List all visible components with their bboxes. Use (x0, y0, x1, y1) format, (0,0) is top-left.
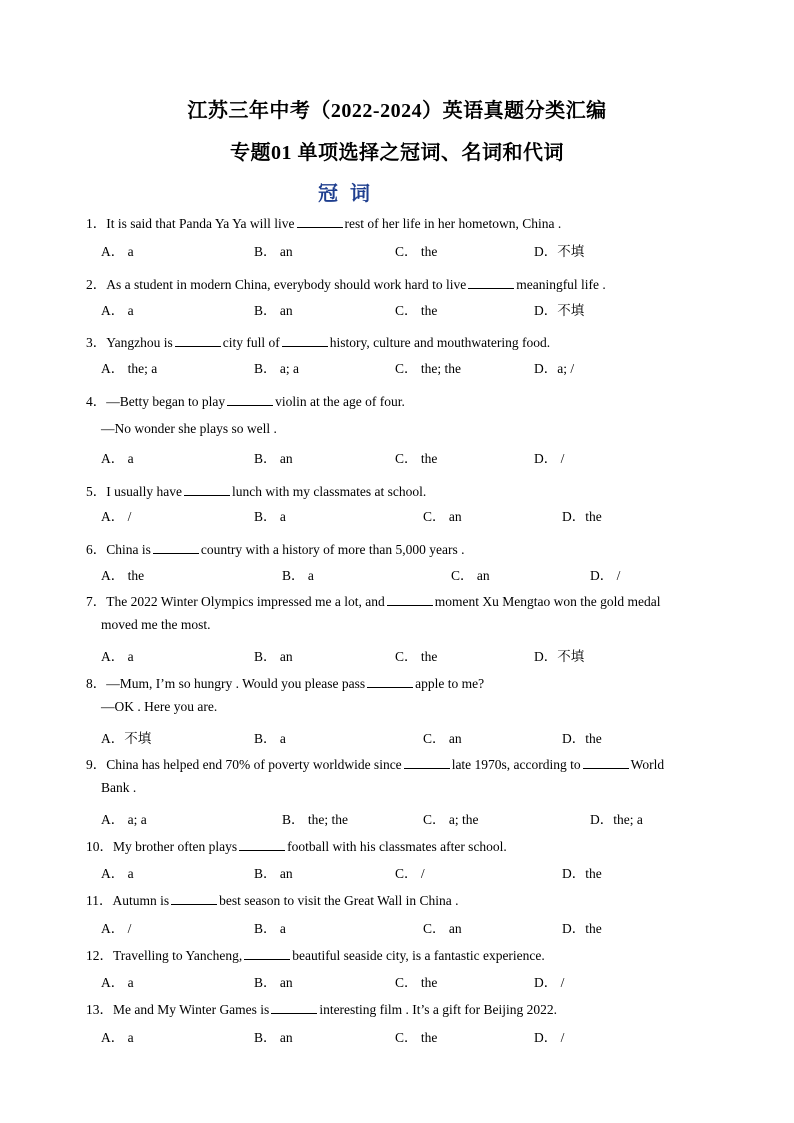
question-text: It is said that Panda Ya Ya will live (106, 216, 295, 231)
question-text: meaningful life . (516, 277, 606, 292)
option-d: D． / (534, 1030, 565, 1045)
question-text: violin at the age of four. (275, 394, 405, 409)
question-text: China is (106, 542, 151, 557)
option-b: B． an (254, 451, 293, 466)
question-number: 9． (86, 757, 107, 772)
option-c: C． a; the (423, 812, 479, 827)
option-a: A． the; a (101, 361, 158, 376)
option-b: B． a (254, 921, 286, 936)
document-title: 江苏三年中考（2022-2024）英语真题分类汇编 (187, 100, 607, 122)
section-heading: 冠词 (318, 183, 382, 205)
option-c: C． an (423, 731, 462, 746)
option-d: D． / (534, 451, 565, 466)
option-a: A． / (101, 921, 132, 936)
question-text: rest of her life in her hometown, China . (344, 216, 562, 231)
answer-blank (387, 593, 433, 606)
option-d: D．a; / (534, 361, 575, 376)
question-3 (86, 331, 550, 351)
question-text: country with a history of more than 5,000 years . (200, 542, 465, 557)
option-d: D．the (562, 866, 602, 881)
question-continuation: —No wonder she plays so well . (101, 421, 277, 436)
question-text: Autumn is (112, 893, 170, 908)
answer-blank (468, 276, 514, 289)
answer-blank (282, 334, 328, 347)
option-b: B． an (254, 303, 293, 318)
question-text: —Mum, I’m so hungry . Would you please pass (106, 676, 366, 691)
question-text: apple to me? (415, 676, 485, 691)
option-b: B． an (254, 1030, 293, 1045)
option-b: B． a (254, 731, 286, 746)
option-b: B． an (254, 866, 293, 881)
question-continuation: —OK . Here you are. (101, 699, 218, 714)
option-c: C． an (423, 921, 462, 936)
answer-blank (244, 947, 290, 960)
option-a: A． the (101, 568, 145, 583)
question-text: Travelling to Yancheng, (113, 948, 243, 963)
option-b: B． a; a (254, 361, 299, 376)
option-a: A． a (101, 975, 134, 990)
question-text: city full of (222, 335, 280, 350)
question-text: —Betty began to play (106, 394, 226, 409)
question-number: 8． (86, 676, 107, 691)
answer-blank (239, 838, 285, 851)
question-text: The 2022 Winter Olympics impressed me a lot, and (106, 594, 385, 609)
question-text: beautiful seaside city, is a fantastic experience. (292, 948, 545, 963)
question-text: I usually have (106, 484, 182, 499)
question-text: football with his classmates after school. (287, 839, 507, 854)
question-number: 6． (86, 542, 107, 557)
question-text: best season to visit the Great Wall in China . (219, 893, 459, 908)
option-a: A． a; a (101, 812, 147, 827)
option-b: B． an (254, 975, 293, 990)
question-text: Me and My Winter Games is (113, 1002, 270, 1017)
question-text: My brother often plays (113, 839, 238, 854)
option-c: C． the (395, 975, 438, 990)
question-number: 12． (86, 948, 113, 963)
answer-blank (171, 892, 217, 905)
option-a: A． a (101, 866, 134, 881)
option-d: D．the; a (590, 812, 643, 827)
answer-blank (175, 334, 221, 347)
option-a: A． a (101, 451, 134, 466)
option-c: C． an (423, 509, 462, 524)
option-c: C． the (395, 1030, 438, 1045)
option-d: D． / (534, 975, 565, 990)
option-b: B． a (254, 509, 286, 524)
answer-blank (227, 393, 273, 406)
question-12 (86, 944, 545, 964)
answer-blank (297, 215, 343, 228)
option-b: B． an (254, 244, 293, 259)
question-text: interesting film . It’s a gift for Beijing 2022. (319, 1002, 558, 1017)
option-b: B． an (254, 649, 293, 664)
answer-blank (404, 756, 450, 769)
answer-blank (583, 756, 629, 769)
option-d: D．the (562, 509, 602, 524)
option-a: A． a (101, 649, 134, 664)
option-d: D．the (562, 921, 602, 936)
question-number: 4． (86, 394, 107, 409)
question-11 (86, 889, 459, 909)
question-continuation: Bank . (101, 780, 137, 795)
option-c: C． the; the (395, 361, 461, 376)
question-2 (86, 273, 606, 293)
option-a: A． a (101, 303, 134, 318)
option-d: D．不填 (534, 649, 585, 664)
option-d: D． / (590, 568, 621, 583)
question-number: 11． (86, 893, 113, 908)
question-6 (86, 538, 464, 558)
question-text: moment Xu Mengtao won the gold medal (434, 594, 661, 609)
option-a: A． / (101, 509, 132, 524)
question-number: 13． (86, 1002, 113, 1017)
option-b: B． a (282, 568, 314, 583)
question-text: history, culture and mouthwatering food. (329, 335, 551, 350)
question-5 (86, 480, 426, 500)
option-c: C． the (395, 244, 438, 259)
option-c: C． the (395, 303, 438, 318)
question-text: World (630, 757, 665, 772)
option-a: A．不填 (101, 731, 152, 746)
question-9 (86, 753, 664, 773)
option-c: C． / (395, 866, 425, 881)
answer-blank (153, 541, 199, 554)
question-text: As a student in modern China, everybody should work hard to live (106, 277, 467, 292)
question-8 (86, 672, 484, 692)
question-1 (86, 212, 561, 232)
option-b: B． the; the (282, 812, 348, 827)
question-text: China has helped end 70% of poverty worldwide since (106, 757, 402, 772)
option-c: C． an (451, 568, 490, 583)
answer-blank (367, 675, 413, 688)
question-continuation: moved me the most. (101, 617, 211, 632)
option-d: D．the (562, 731, 602, 746)
question-13 (86, 998, 557, 1018)
option-c: C． the (395, 649, 438, 664)
question-text: Yangzhou is (106, 335, 173, 350)
document-subtitle: 专题01 单项选择之冠词、名词和代词 (230, 142, 564, 164)
question-number: 2． (86, 277, 107, 292)
answer-blank (184, 483, 230, 496)
question-10 (86, 835, 507, 855)
question-text: lunch with my classmates at school. (231, 484, 427, 499)
question-number: 3． (86, 335, 107, 350)
answer-blank (271, 1001, 317, 1014)
question-number: 5． (86, 484, 107, 499)
question-number: 1． (86, 216, 107, 231)
question-7 (86, 590, 661, 610)
option-d: D．不填 (534, 303, 585, 318)
question-number: 10． (86, 839, 113, 854)
option-a: A． a (101, 1030, 134, 1045)
question-4 (86, 390, 405, 410)
question-text: late 1970s, according to (451, 757, 581, 772)
option-d: D．不填 (534, 244, 585, 259)
question-number: 7． (86, 594, 107, 609)
option-c: C． the (395, 451, 438, 466)
option-a: A． a (101, 244, 134, 259)
